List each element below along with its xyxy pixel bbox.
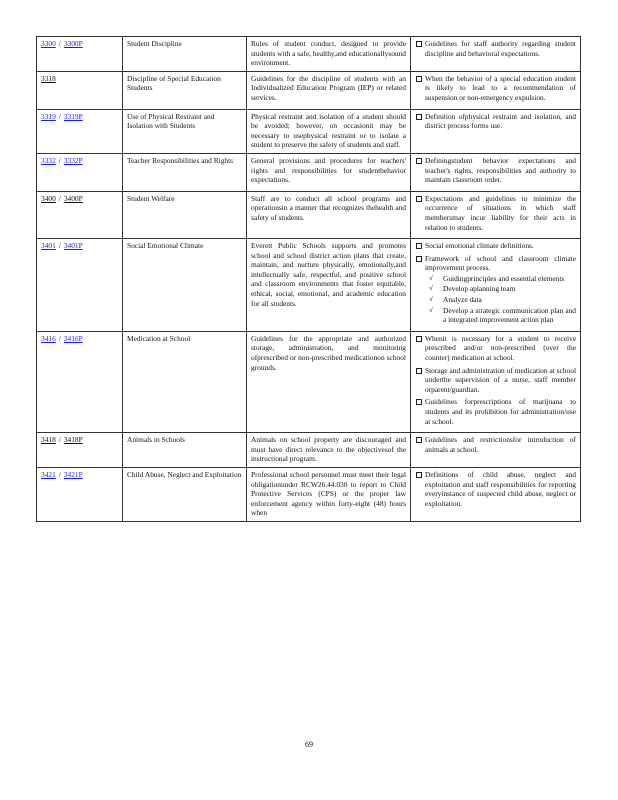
policy-number-separator: /: [58, 193, 61, 203]
notes-bullet-list: [415, 156, 576, 185]
policy-number-cell: [37, 71, 123, 109]
policy-notes-cell: [411, 433, 581, 468]
note-bullet: [415, 39, 576, 58]
policy-number-separator: /: [58, 435, 61, 445]
procedure-number-link[interactable]: 3421P: [63, 469, 83, 479]
note-bullet-text: Framework of school and classroom climate improvement process.: [425, 253, 576, 273]
note-bullet-text: When the behavior of a special education student is likely to lead to a recommendation of suspension or non-emergency expulsion.: [425, 73, 576, 102]
notes-bullet-list: [415, 435, 576, 454]
policy-row: [37, 433, 581, 468]
notes-bullet-list: [415, 112, 576, 131]
policy-number-cell: [37, 239, 123, 332]
policy-notes-cell: [411, 37, 581, 72]
note-bullet-text: Definition ofphysical restraint and isolation, and district process forms use.: [425, 111, 576, 131]
policy-number-cell: [37, 109, 123, 153]
policy-description-cell: Professional school personnel must meet their legal obligationunder RCW26.44.030 to report to Child Protective Services (CPS) or the proper law enforcement agency within forty-eight (48) hours when: [247, 467, 411, 521]
policy-description-cell: Guidelines for the appropriate and authorized storage, administration, and monitoring ofprescribed or non-prescribed medicationon school grounds.: [247, 331, 411, 432]
procedure-number-link[interactable]: 3332P: [63, 155, 83, 165]
policy-notes-cell: [411, 239, 581, 332]
policy-title-cell: Child Abuse, Neglect and Exploitation: [123, 467, 247, 521]
note-bullet: [415, 156, 576, 185]
note-bullet-text: Storage and administration of medication at school underthe supervision of a nurse, staff member orparent/guardian.: [425, 365, 576, 394]
notes-bullet-list: [415, 194, 576, 232]
policy-title-cell: Animals in Schools: [123, 433, 247, 468]
policy-row: [37, 153, 581, 191]
checklist-item: √ Analyze data: [429, 295, 576, 305]
note-bullet: [415, 397, 576, 426]
note-bullet: [415, 241, 576, 251]
policy-description-cell: General provisions and procedures for teachers' rights and responsibilities for studentbehavior expectations.: [247, 153, 411, 191]
note-bullet: [415, 112, 576, 131]
note-bullet-text: Guidelines for staff authority regarding student discipline and behavioral expectations.: [425, 39, 576, 58]
policy-row: [37, 467, 581, 521]
policy-number-separator: /: [58, 111, 61, 121]
policy-number-separator: /: [58, 333, 61, 343]
notes-bullet-list: [415, 470, 576, 508]
procedure-number-link[interactable]: 3400P: [63, 193, 83, 203]
note-bullet: [415, 254, 576, 325]
policy-title-cell: Use of Physical Restraint and Isolation with Students: [123, 109, 247, 153]
note-bullet-text: Social emotional climate definitions.: [425, 241, 534, 251]
policy-title-cell: Social Emotional Climate: [123, 239, 247, 332]
policy-title-cell: Student Welfare: [123, 191, 247, 238]
notes-bullet-list: [415, 39, 576, 58]
policy-number-link[interactable]: 3318: [41, 73, 56, 83]
policy-table-body: [37, 37, 581, 522]
policy-number-cell: [37, 433, 123, 468]
policy-number-link[interactable]: 3319: [41, 111, 56, 121]
policy-table: [36, 36, 581, 522]
policy-number-separator: /: [58, 469, 61, 479]
note-bullet: [415, 366, 576, 395]
procedure-number-link[interactable]: 3300P: [63, 39, 83, 48]
policy-number-link[interactable]: 3418: [41, 435, 56, 445]
policy-title-cell: Teacher Responsibilities and Rights: [123, 153, 247, 191]
procedure-number-link[interactable]: 3401P: [63, 241, 83, 251]
policy-description-cell: Rules of student conduct, designed to provide students with a safe, healthy,and educationallysound environment.: [247, 37, 411, 72]
note-bullet: [415, 435, 576, 454]
policy-number-cell: [37, 153, 123, 191]
policy-row: [37, 71, 581, 109]
policy-number-link[interactable]: 3400: [41, 193, 56, 203]
note-bullet-text: Definitions of child abuse, neglect and exploitation and staff responsibilities for reporting everyinstance of suspected child abuse, neglect or exploitation.: [425, 469, 576, 508]
page-number: 69: [305, 740, 313, 749]
checklist-item: √ Develop a strategic communication plan and a integrated improvement action plan: [429, 306, 576, 325]
policy-title-cell: Medication at School: [123, 331, 247, 432]
note-bullet-text: Expectations and guidelines to minimize the occurrence of situations in which staff membersmay incur liability for their acts in relation to students.: [425, 193, 576, 232]
policy-number-separator: /: [58, 155, 61, 165]
note-bullet: [415, 334, 576, 363]
policy-row: [37, 109, 581, 153]
policy-notes-cell: [411, 109, 581, 153]
policy-number-link[interactable]: 3401: [41, 241, 56, 251]
note-bullet: [415, 194, 576, 232]
policy-description-cell: Everett Public Schools supports and promotes school and school district action plans that create, maintain, and nurture physically, emotionally,and intellectually safe, respectful, and positive school and classroom environments that foster equitable, ethical, social, emotional, and academic education for all students.: [247, 239, 411, 332]
checklist-item: √ Develop aplanning team: [429, 284, 576, 294]
notes-bullet-list: [415, 74, 576, 103]
policy-notes-cell: [411, 71, 581, 109]
note-bullet: [415, 74, 576, 103]
policy-description-cell: Guidelines for the discipline of students with an Individualized Education Program (IEP) or related services.: [247, 71, 411, 109]
notes-bullet-list: [415, 334, 576, 426]
policy-number-cell: [37, 467, 123, 521]
policy-notes-cell: [411, 467, 581, 521]
policy-notes-cell: [411, 331, 581, 432]
policy-number-cell: [37, 37, 123, 72]
policy-title-cell: Student Discipline: [123, 37, 247, 72]
policy-number-link[interactable]: 3421: [41, 469, 56, 479]
policy-row: [37, 37, 581, 72]
note-bullet-text: Guidelines forprescriptions of marijuana to students and its prohibition for administration/use at school.: [425, 397, 576, 426]
procedure-number-link[interactable]: 3416P: [63, 333, 83, 343]
policy-number-cell: [37, 331, 123, 432]
note-bullet-text: Guidelines and restrictionsfor introduction of animals at school.: [425, 435, 576, 454]
policy-row: [37, 239, 581, 332]
note-bullet-text: Whenit is necessary for a student to receive prescribed and/or non-prescribed (over the counter) medication at school.: [425, 333, 576, 363]
policy-row: [37, 331, 581, 432]
note-bullet-text: Definingstudent behavior expectations and teacher's rights, responsibilities and authority to maintain classroom order.: [425, 155, 576, 185]
policy-title-cell: Discipline of Special Education Students: [123, 71, 247, 109]
policy-number-cell: [37, 191, 123, 238]
policy-row: [37, 191, 581, 238]
procedure-number-link[interactable]: 3418P: [63, 435, 83, 445]
policy-number-separator: /: [58, 241, 61, 251]
notes-bullet-list: [415, 241, 576, 325]
policy-notes-cell: [411, 191, 581, 238]
policy-number-link[interactable]: 3300: [41, 39, 56, 48]
policy-notes-cell: [411, 153, 581, 191]
procedure-number-link[interactable]: 3319P: [63, 111, 83, 121]
policy-description-cell: Animals on school property are discouraged and must have direct relevance to the objectivesof the instructional program.: [247, 433, 411, 468]
policy-number-separator: /: [58, 39, 61, 48]
note-bullet: [415, 470, 576, 508]
policy-number-link[interactable]: 3416: [41, 333, 56, 343]
checklist-item: √ Guidingprinciples and essential elements: [429, 274, 576, 284]
policy-number-link[interactable]: 3332: [41, 155, 56, 165]
policy-description-cell: Physical restraint and isolation of a student should be avoided; however, on occasionit may be necessary to usephysical restraint or to isolate a student to preserve the safety of students and staff.: [247, 109, 411, 153]
policy-description-cell: Staff are to conduct all school programs and operationsin a manner that recognizes thehealth and safety of students.: [247, 191, 411, 238]
checklist: [425, 274, 576, 325]
